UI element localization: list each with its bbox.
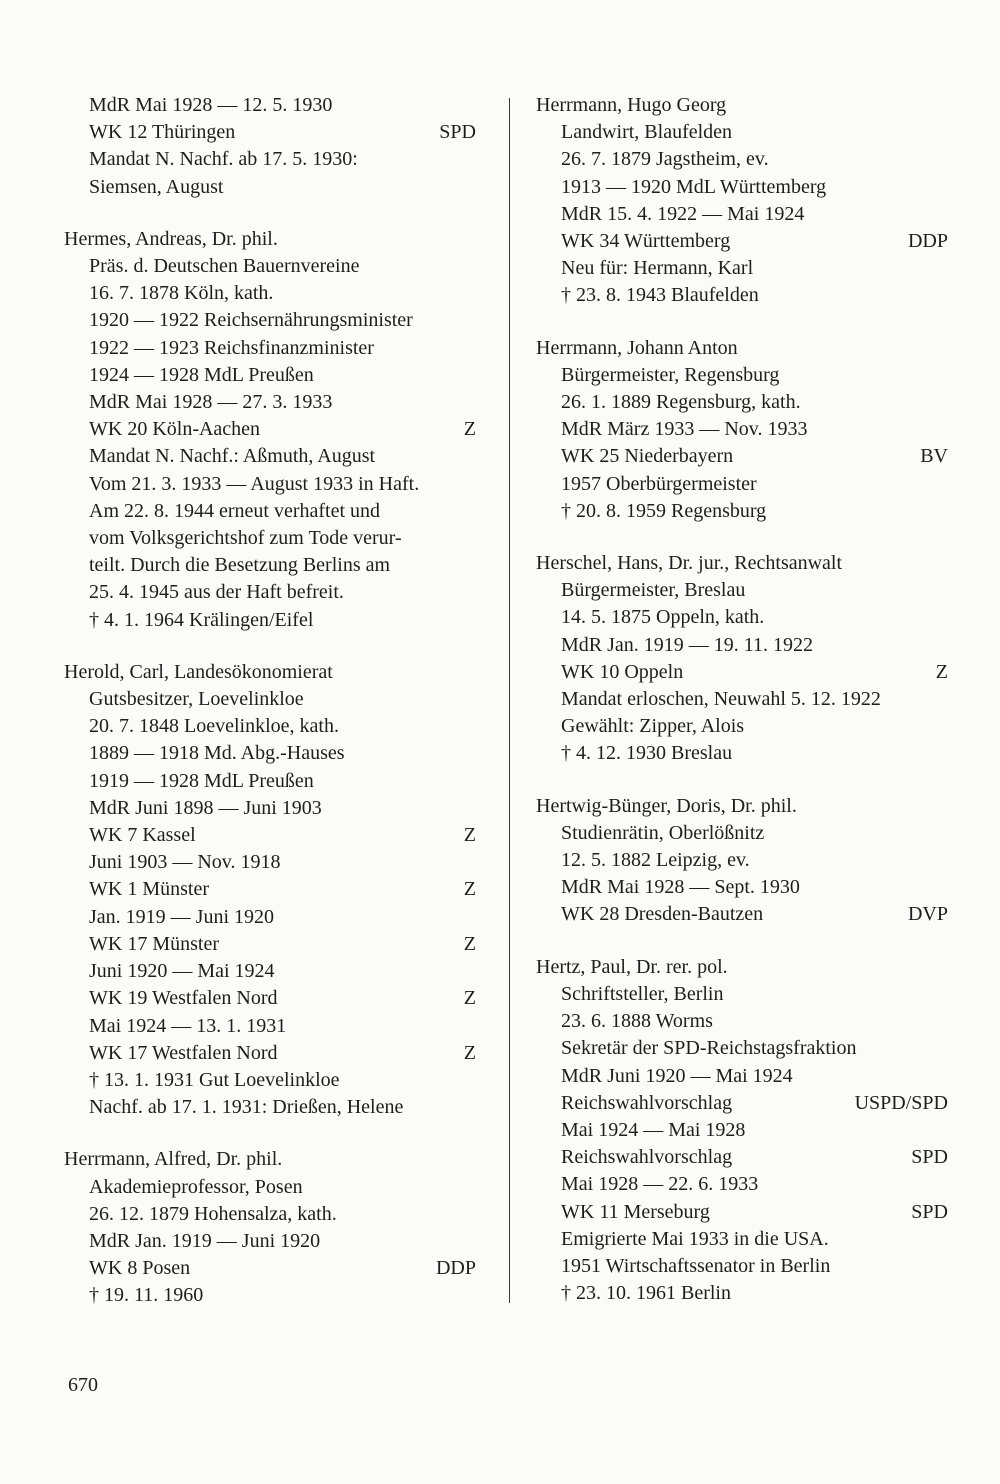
entry-line-text: † 23. 8. 1943 Blaufelden xyxy=(561,284,759,307)
entry-line xyxy=(536,255,948,282)
entry-line xyxy=(64,1067,476,1094)
entry-line xyxy=(536,471,948,498)
entry-line xyxy=(536,577,948,604)
entry-line-text: MdR 15. 4. 1922 — Mai 1924 xyxy=(561,202,805,225)
entry-line xyxy=(64,119,476,146)
entry-line-text: Vom 21. 3. 1933 — August 1933 in Haft. xyxy=(89,472,420,495)
entry-line-text: MdR Juni 1898 — Juni 1903 xyxy=(89,796,322,819)
entry-line-text: 1913 — 1920 MdL Württemberg xyxy=(561,175,827,198)
entry-line xyxy=(536,874,948,901)
entry-line-text: † 4. 1. 1964 Krälingen/Eifel xyxy=(89,608,314,631)
entry-line xyxy=(536,389,948,416)
entry-line-text: † 19. 11. 1960 xyxy=(89,1284,204,1307)
entry-line-text: Neu für: Hermann, Karl xyxy=(561,257,754,280)
entry-line-text: WK 17 Westfalen Nord xyxy=(89,1041,278,1064)
entry-name-line xyxy=(536,793,948,820)
party-label: Z xyxy=(935,660,948,683)
entry-line xyxy=(536,174,948,201)
party-label: BV xyxy=(920,445,948,468)
party-label: DVP xyxy=(907,903,948,926)
entry-line-text: Reichswahlvorschlag xyxy=(561,1091,733,1114)
entry-line xyxy=(536,1226,948,1253)
entry-line xyxy=(536,1035,948,1062)
entry-line-text: vom Volksgerichtshof zum Tode verur- xyxy=(89,527,402,550)
entry-line xyxy=(536,820,948,847)
entry-line xyxy=(64,335,476,362)
entry-line xyxy=(536,416,948,443)
entry-line xyxy=(64,1228,476,1255)
biography-entry xyxy=(64,92,476,201)
entry-line xyxy=(536,604,948,631)
entry-line-text: WK 20 Köln-Aachen xyxy=(89,418,261,441)
entry-line-text: Siemsen, August xyxy=(89,175,224,198)
biography-entry xyxy=(536,92,948,310)
entry-line-text: WK 12 Thüringen xyxy=(89,121,236,144)
entry-line-text: Hermes, Andreas, Dr. phil. xyxy=(64,227,278,250)
entry-line-text: Mandat erloschen, Neuwahl 5. 12. 1922 xyxy=(561,688,881,711)
entry-line-text: 14. 5. 1875 Oppeln, kath. xyxy=(561,606,765,629)
entry-line-text: 1919 — 1928 MdL Preußen xyxy=(89,769,314,792)
entry-line-text: 1920 — 1922 Reichsernährungsminister xyxy=(89,309,413,332)
party-label: Z xyxy=(463,878,476,901)
entry-line xyxy=(64,389,476,416)
entry-line-text: Bürgermeister, Breslau xyxy=(561,579,746,602)
entry-line-text: 26. 1. 1889 Regensburg, kath. xyxy=(561,391,801,414)
entry-line-text: Mandat N. Nachf.: Aßmuth, August xyxy=(89,445,376,468)
entry-line xyxy=(64,1201,476,1228)
entry-line xyxy=(536,228,948,255)
page-number: 670 xyxy=(68,1374,98,1396)
entry-line xyxy=(64,740,476,767)
entry-line xyxy=(64,849,476,876)
entry-name-line xyxy=(64,1146,476,1173)
party-label: DDP xyxy=(907,230,948,253)
entry-line-text: Bürgermeister, Regensburg xyxy=(561,363,780,386)
entry-name-line xyxy=(64,226,476,253)
entry-line xyxy=(536,1063,948,1090)
entry-line-text: MdR Mai 1928 — 27. 3. 1933 xyxy=(89,391,333,414)
entry-line xyxy=(64,1174,476,1201)
party-label: Z xyxy=(463,824,476,847)
entry-line xyxy=(536,659,948,686)
entry-line-text: Herold, Carl, Landesökonomierat xyxy=(64,660,333,683)
entry-line xyxy=(64,443,476,470)
entry-line-text: † 13. 1. 1931 Gut Loevelinkloe xyxy=(89,1068,340,1091)
entry-line xyxy=(536,498,948,525)
entry-line-text: MdR Jan. 1919 — 19. 11. 1922 xyxy=(561,633,814,656)
entry-line-text: 23. 6. 1888 Worms xyxy=(561,1010,713,1033)
entry-line xyxy=(536,1117,948,1144)
entry-line-text: Gewählt: Zipper, Alois xyxy=(561,715,745,738)
entry-line xyxy=(536,443,948,470)
left-column xyxy=(64,92,476,1335)
entry-line xyxy=(64,498,476,525)
entry-line-text: Herschel, Hans, Dr. jur., Rechtsanwalt xyxy=(536,552,843,575)
entry-line-text: 26. 7. 1879 Jagstheim, ev. xyxy=(561,148,769,171)
entry-line-text: MdR Jan. 1919 — Juni 1920 xyxy=(89,1229,321,1252)
biography-entry xyxy=(64,226,476,634)
entry-name-line xyxy=(536,335,948,362)
entry-line xyxy=(64,985,476,1012)
party-label: Z xyxy=(463,932,476,955)
entry-line-text: Reichswahlvorschlag xyxy=(561,1146,733,1169)
entry-line-text: Herrmann, Alfred, Dr. phil. xyxy=(64,1148,283,1171)
party-label: SPD xyxy=(911,1200,948,1223)
entry-line xyxy=(536,1199,948,1226)
entry-line xyxy=(64,1282,476,1309)
entry-line-text: WK 34 Württemberg xyxy=(561,230,731,253)
entry-line-text: † 20. 8. 1959 Regensburg xyxy=(561,499,767,522)
entry-line xyxy=(64,579,476,606)
entry-name-line xyxy=(536,550,948,577)
entry-line xyxy=(64,146,476,173)
entry-line-text: 12. 5. 1882 Leipzig, ev. xyxy=(561,849,750,872)
entry-line-text: † 23. 10. 1961 Berlin xyxy=(561,1282,731,1305)
entry-line xyxy=(536,1008,948,1035)
entry-line-text: Mai 1924 — 13. 1. 1931 xyxy=(89,1014,287,1037)
entry-line xyxy=(64,174,476,201)
entry-line-text: WK 1 Münster xyxy=(89,878,209,901)
entry-line-text: WK 7 Kassel xyxy=(89,824,196,847)
entry-line-text: 1889 — 1918 Md. Abg.-Hauses xyxy=(89,742,345,765)
entry-line xyxy=(536,686,948,713)
entry-line-text: Sekretär der SPD-Reichstagsfraktion xyxy=(561,1037,857,1060)
entry-line-text: 1922 — 1923 Reichsfinanzminister xyxy=(89,336,374,359)
entry-line-text: Herrmann, Hugo Georg xyxy=(536,94,727,116)
entry-line-text: Hertz, Paul, Dr. rer. pol. xyxy=(536,955,728,978)
entry-line-text: 26. 12. 1879 Hohensalza, kath. xyxy=(89,1202,337,1225)
entry-line xyxy=(64,822,476,849)
entry-line-text: 25. 4. 1945 aus der Haft befreit. xyxy=(89,581,344,604)
party-label: SPD xyxy=(911,1146,948,1169)
entry-line-text: 16. 7. 1878 Köln, kath. xyxy=(89,282,274,305)
biography-entry xyxy=(536,335,948,525)
entry-line xyxy=(64,931,476,958)
entry-line xyxy=(536,146,948,173)
entry-line-text: Emigrierte Mai 1933 in die USA. xyxy=(561,1227,829,1250)
entry-line xyxy=(64,713,476,740)
entry-line-text: WK 17 Münster xyxy=(89,932,219,955)
entry-line xyxy=(536,847,948,874)
entry-line xyxy=(64,768,476,795)
entry-line xyxy=(536,1144,948,1171)
party-label: SPD xyxy=(439,121,476,144)
entry-line-text: † 4. 12. 1930 Breslau xyxy=(561,742,733,765)
entry-line-text: Schriftsteller, Berlin xyxy=(561,982,724,1005)
party-label: DDP xyxy=(435,1257,476,1280)
entry-line xyxy=(64,552,476,579)
entry-line xyxy=(536,362,948,389)
entry-line xyxy=(536,740,948,767)
right-column xyxy=(536,92,948,1332)
entry-line-text: Juni 1903 — Nov. 1918 xyxy=(89,851,281,874)
entry-line-text: WK 10 Oppeln xyxy=(561,660,684,683)
entry-line-text: 20. 7. 1848 Loevelinkloe, kath. xyxy=(89,715,339,738)
entry-name-line xyxy=(64,659,476,686)
entry-line xyxy=(536,981,948,1008)
entry-line xyxy=(64,1094,476,1121)
entry-line xyxy=(536,119,948,146)
entry-line xyxy=(64,686,476,713)
entry-line xyxy=(64,607,476,634)
entry-line-text: MdR Mai 1928 — 12. 5. 1930 xyxy=(89,94,333,116)
entry-line xyxy=(64,795,476,822)
entry-line xyxy=(64,92,476,119)
entry-line-text: 1951 Wirtschaftssenator in Berlin xyxy=(561,1254,831,1277)
entry-line-text: 1924 — 1928 MdL Preußen xyxy=(89,363,314,386)
entry-line-text: teilt. Durch die Besetzung Berlins am xyxy=(89,554,391,577)
entry-line xyxy=(64,280,476,307)
entry-line xyxy=(64,1040,476,1067)
entry-line-text: MdR Mai 1928 — Sept. 1930 xyxy=(561,876,800,899)
entry-line-text: WK 28 Dresden-Bautzen xyxy=(561,903,764,926)
entry-line xyxy=(536,1280,948,1307)
entry-line-text: Mandat N. Nachf. ab 17. 5. 1930: xyxy=(89,148,358,171)
entry-line-text: Mai 1928 — 22. 6. 1933 xyxy=(561,1173,759,1196)
biography-entry xyxy=(536,954,948,1308)
entry-line xyxy=(536,1090,948,1117)
entry-line xyxy=(536,201,948,228)
entry-line-text: Gutsbesitzer, Loevelinkloe xyxy=(89,688,304,711)
biography-entry xyxy=(64,1146,476,1309)
entry-line-text: Hertwig-Bünger, Doris, Dr. phil. xyxy=(536,794,797,817)
entry-line-text: Akademieprofessor, Posen xyxy=(89,1175,303,1198)
entry-line xyxy=(536,1253,948,1280)
entry-line xyxy=(536,901,948,928)
biography-entry xyxy=(536,793,948,929)
column-divider xyxy=(509,98,510,1303)
entry-line-text: MdR Juni 1920 — Mai 1924 xyxy=(561,1064,793,1087)
entry-line xyxy=(64,253,476,280)
entry-line xyxy=(64,1255,476,1282)
party-label: Z xyxy=(463,1041,476,1064)
entry-line-text: Jan. 1919 — Juni 1920 xyxy=(89,905,274,928)
entry-line xyxy=(64,307,476,334)
entry-line xyxy=(64,958,476,985)
entry-line xyxy=(64,416,476,443)
entry-line-text: Am 22. 8. 1944 erneut verhaftet und xyxy=(89,499,381,522)
entry-line-text: Mai 1924 — Mai 1928 xyxy=(561,1118,746,1141)
entry-line xyxy=(536,632,948,659)
party-label: Z xyxy=(463,987,476,1010)
entry-line xyxy=(64,904,476,931)
entry-line-text: Studienrätin, Oberlößnitz xyxy=(561,821,765,844)
entry-line xyxy=(64,876,476,903)
entry-line-text: Juni 1920 — Mai 1924 xyxy=(89,960,275,983)
entry-line-text: WK 8 Posen xyxy=(89,1257,191,1280)
entry-line-text: 1957 Oberbürgermeister xyxy=(561,472,757,495)
entry-line-text: WK 11 Merseburg xyxy=(561,1200,710,1223)
entry-line xyxy=(64,362,476,389)
entry-name-line xyxy=(536,954,948,981)
entry-line-text: MdR März 1933 — Nov. 1933 xyxy=(561,418,808,441)
entry-line xyxy=(536,713,948,740)
entry-line-text: Herrmann, Johann Anton xyxy=(536,336,738,359)
entry-line-text: Präs. d. Deutschen Bauernvereine xyxy=(89,255,360,278)
party-label: Z xyxy=(463,418,476,441)
entry-line-text: Landwirt, Blaufelden xyxy=(561,121,733,144)
entry-name-line xyxy=(536,92,948,119)
party-label: USPD/SPD xyxy=(854,1091,948,1114)
entry-line-text: Nachf. ab 17. 1. 1931: Drießen, Helene xyxy=(89,1096,404,1119)
entry-line xyxy=(64,1013,476,1040)
entry-line xyxy=(536,282,948,309)
entry-line xyxy=(64,471,476,498)
entry-line-text: WK 19 Westfalen Nord xyxy=(89,987,278,1010)
biography-entry xyxy=(536,550,948,768)
entry-line-text: WK 25 Niederbayern xyxy=(561,445,734,468)
entry-line xyxy=(64,525,476,552)
entry-line xyxy=(536,1171,948,1198)
biography-entry xyxy=(64,659,476,1121)
